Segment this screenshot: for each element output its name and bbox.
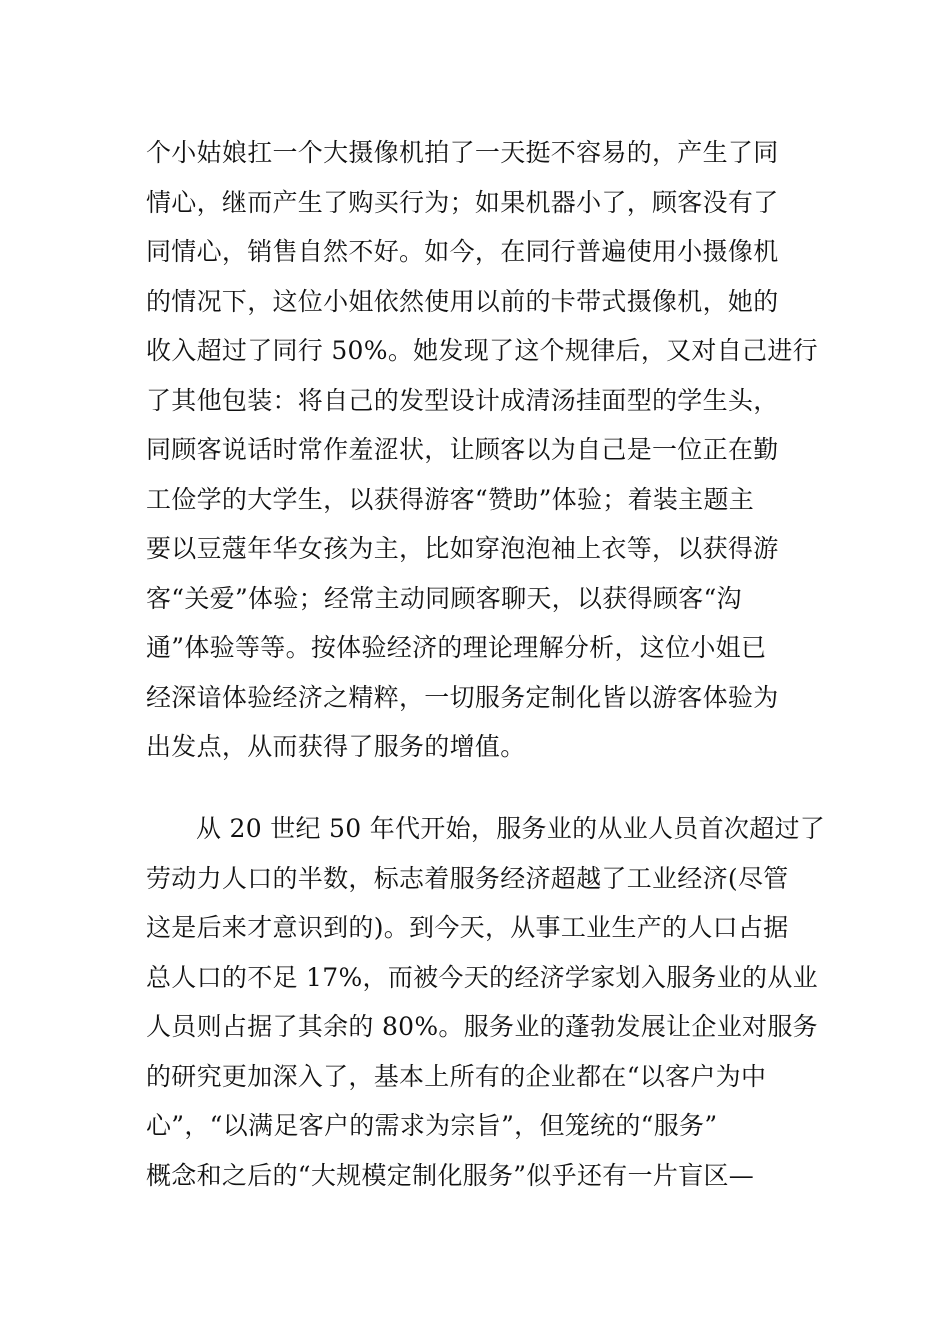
text-line: 工俭学的大学生，以获得游客“赞助”体验；着装主题主 <box>146 484 755 514</box>
text-line: 个小姑娘扛一个大摄像机拍了一天挺不容易的，产生了同 <box>146 138 779 167</box>
text-line: 的研究更加深入了，基本上所有的企业都在“以客户为中 <box>146 1061 767 1091</box>
text-line: 概念和之后的“大规模定制化服务”似乎还有一片盲区— <box>146 1160 755 1190</box>
text-line: 心”，“以满足客户的需求为宗旨”，但笼统的“服务” <box>146 1111 718 1140</box>
text-line: 劳动力人口的半数，标志着服务经济超越了工业经济(尽管 <box>146 863 789 893</box>
text-line: 通”体验等等。按体验经济的理论理解分析，这位小姐已 <box>146 633 767 662</box>
paragraph <box>146 804 826 1200</box>
text-line: 总人口的不足 17%，而被今天的经济学家划入服务业的从业 <box>146 962 818 992</box>
text-line: 从 20 世纪 50 年代开始，服务业的从业人员首次超过了 <box>196 814 826 843</box>
text-line: 同顾客说话时常作羞涩状，让顾客以为自己是一位正在勤 <box>146 435 779 464</box>
text-line: 经深谙体验经济之精粹，一切服务定制化皆以游客体验为 <box>146 682 779 712</box>
text-line: 同情心，销售自然不好。如今，在同行普遍使用小摄像机 <box>146 237 779 266</box>
text-line: 人员则占据了其余的 80%。服务业的蓬勃发展让企业对服务 <box>146 1012 818 1041</box>
paragraph <box>146 128 818 772</box>
text-line: 这是后来才意识到的)。到今天，从事工业生产的人口占据 <box>146 913 789 942</box>
text-line: 收入超过了同行 50%。她发现了这个规律后，又对自己进行 <box>146 336 818 365</box>
text-line: 客“关爱”体验；经常主动同顾客聊天，以获得顾客“沟 <box>146 583 742 613</box>
text-line: 要以豆蔻年华女孩为主，比如穿泡泡袖上衣等，以获得游 <box>146 534 779 563</box>
text-line: 了其他包装：将自己的发型设计成清汤挂面型的学生头， <box>146 385 779 415</box>
text-line: 情心，继而产生了购买行为；如果机器小了，顾客没有了 <box>146 187 779 217</box>
text-line: 的情况下，这位小姐依然使用以前的卡带式摄像机，她的 <box>146 286 779 316</box>
text-line: 出发点，从而获得了服务的增值。 <box>146 732 526 761</box>
